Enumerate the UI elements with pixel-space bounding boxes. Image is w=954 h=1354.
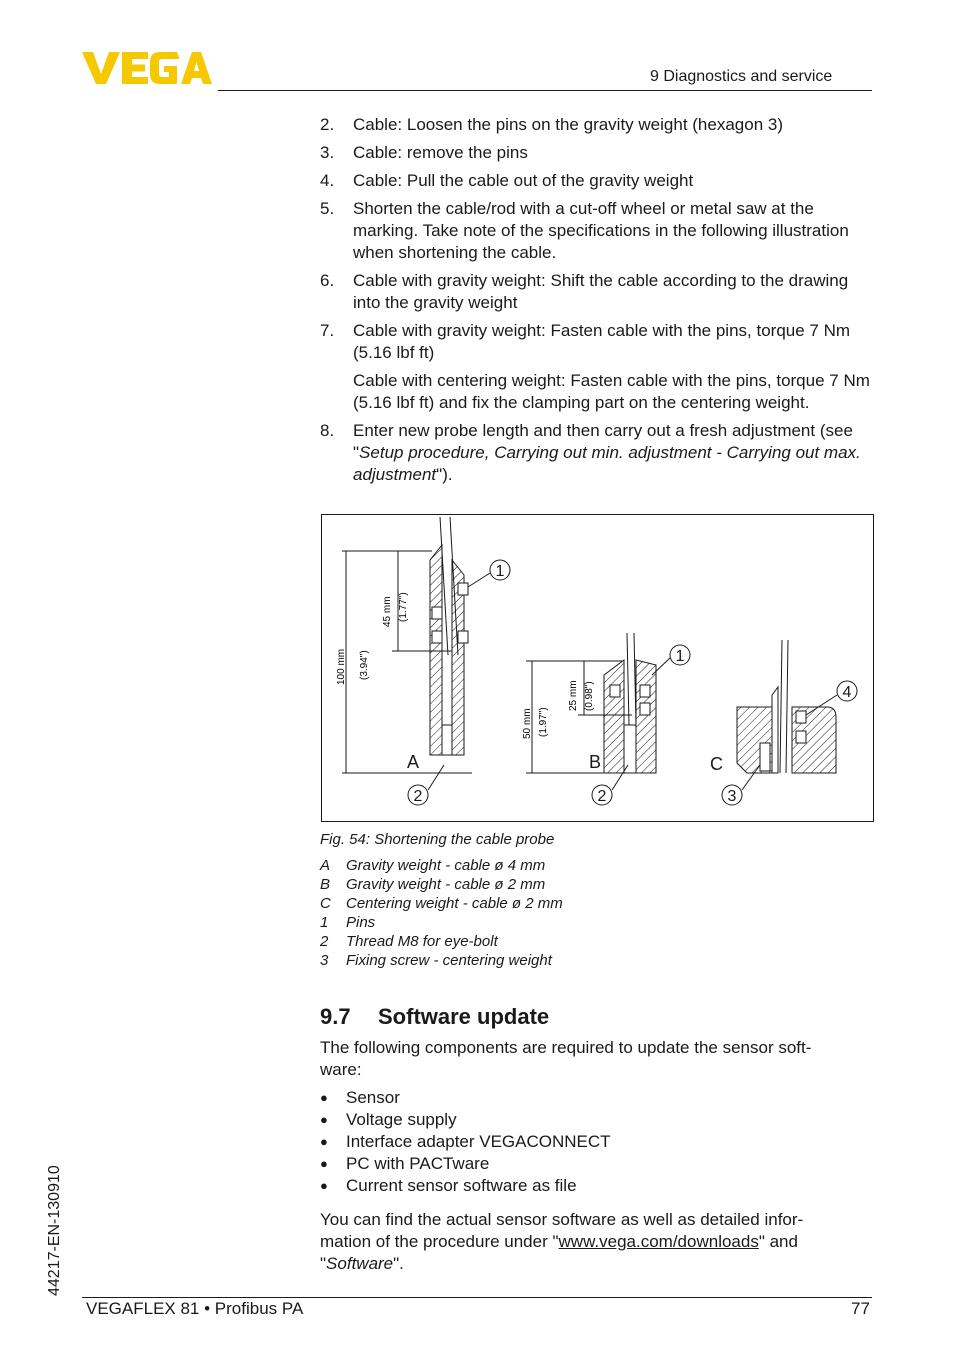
section-intro: The following components are required to update the sensor soft-ware:	[320, 1038, 812, 1079]
callout-1-a: 1	[495, 563, 505, 580]
step-text-post: ").	[436, 465, 453, 484]
legend-text: Gravity weight - cable ø 4 mm	[346, 857, 546, 874]
list-item	[320, 1087, 611, 1109]
outro-text: You can find the actual sensor software as well as detailed infor-mation of the procedure under "	[320, 1210, 804, 1251]
footer-rule	[82, 1297, 872, 1298]
step-number: 8.	[320, 421, 335, 440]
bullet-icon: ●	[320, 1156, 328, 1171]
callout-1-b: 1	[675, 648, 685, 665]
legend-item	[320, 951, 563, 970]
figure-frame	[321, 514, 874, 822]
legend-key: 2	[320, 933, 329, 950]
dim-50mm-inch: (1.97")	[538, 707, 549, 737]
list-item	[320, 1109, 611, 1131]
legend-key: C	[320, 895, 331, 912]
step-number: 7.	[320, 321, 335, 340]
downloads-link[interactable]: www.vega.com/downloads	[558, 1232, 759, 1251]
step-number: 5.	[320, 199, 335, 218]
legend-key: 3	[320, 952, 329, 969]
footer-product: VEGAFLEX 81 • Profibus PA	[86, 1299, 304, 1318]
list-item-text: Current sensor software as file	[346, 1176, 577, 1195]
step-number: 2.	[320, 115, 335, 134]
dim-25mm-label: 25 mm	[568, 680, 579, 711]
legend-text: Fixing screw - centering weight	[346, 952, 552, 969]
step-text-reference: Setup procedure, Carrying out min. adjustment - Carrying out max. adjustment	[353, 443, 861, 484]
step-5	[320, 198, 876, 264]
legend-item	[320, 913, 563, 932]
step-4	[320, 170, 876, 192]
step-number: 6.	[320, 271, 335, 290]
page-number: 77	[851, 1299, 870, 1318]
callout-2-a: 2	[413, 788, 423, 805]
requirements-list	[320, 1087, 611, 1197]
bullet-icon: ●	[320, 1112, 328, 1127]
dim-25mm	[568, 680, 595, 711]
dim-100mm-inch: (3.94")	[359, 650, 370, 680]
step-text: Cable: remove the pins	[353, 143, 528, 162]
step-text: Cable: Loosen the pins on the gravity weight (hexagon 3)	[353, 115, 783, 134]
step-2	[320, 114, 876, 136]
step-text: Shorten the cable/rod with a cut-off wheel or metal saw at the marking. Take note of the specifications in the following illustration when shortening the cable.	[353, 199, 849, 262]
step-text: Cable with gravity weight: Fasten cable with the pins, torque 7 Nm (5.16 lbf ft)	[353, 321, 851, 362]
legend-item	[320, 894, 563, 913]
legend-key: B	[320, 876, 331, 893]
legend-item	[320, 875, 563, 894]
step-body	[353, 320, 876, 414]
step-extra-text: Cable with centering weight: Fasten cable with the pins, torque 7 Nm (5.16 lbf ft) and fix the clamping part on the centering weight.	[353, 371, 870, 412]
dim-25mm-inch: (0.98")	[584, 681, 595, 711]
figure-legend	[320, 856, 563, 970]
dim-45mm-label: 45 mm	[382, 596, 393, 627]
running-header: 9 Diagnostics and service	[650, 68, 833, 85]
legend-text: Thread M8 for eye-bolt	[346, 933, 498, 950]
part-label-b: B	[589, 752, 602, 772]
outro-text: " and "	[320, 1232, 798, 1273]
step-text: Cable: Pull the cable out of the gravity weight	[353, 171, 694, 190]
list-item-text: PC with PACTware	[346, 1154, 490, 1173]
legend-item	[320, 856, 563, 875]
dim-50mm-label: 50 mm	[522, 708, 533, 739]
cable-shortening-drawing	[322, 515, 873, 821]
step-text	[353, 420, 876, 486]
legend-key: 1	[320, 914, 329, 931]
list-item-text: Sensor	[346, 1088, 400, 1107]
bullet-icon: ●	[320, 1178, 328, 1193]
list-item-text: Interface adapter VEGACONNECT	[346, 1132, 611, 1151]
legend-item	[320, 932, 563, 951]
vega-logo	[82, 52, 212, 84]
dim-45mm-inch: (1.77")	[398, 592, 409, 622]
step-number: 3.	[320, 143, 335, 162]
list-item	[320, 1175, 611, 1197]
part-label-c: C	[710, 754, 723, 774]
step-text-pre: Enter new probe length and then carry out a fresh adjustment (see "	[353, 421, 853, 462]
step-3	[320, 142, 876, 164]
list-item	[320, 1131, 611, 1153]
section-number: 9.7	[320, 1004, 351, 1029]
dim-100mm-label: 100 mm	[336, 648, 347, 685]
header-rule	[218, 90, 872, 91]
weight-c-drawing	[737, 640, 836, 773]
dim-100mm	[336, 649, 370, 685]
section-title: Software update	[378, 1004, 550, 1029]
procedure-steps	[320, 114, 876, 492]
list-item-text: Voltage supply	[346, 1110, 457, 1129]
weight-a-drawing	[342, 517, 472, 773]
vega-logo-mark	[82, 52, 212, 84]
dim-45mm	[382, 592, 409, 627]
callout-4: 4	[842, 684, 852, 701]
bullet-icon: ●	[320, 1090, 328, 1105]
legend-text: Gravity weight - cable ø 2 mm	[346, 876, 546, 893]
legend-text: Pins	[346, 914, 376, 931]
step-8	[320, 420, 876, 486]
step-text: Cable with gravity weight: Shift the cable according to the drawing into the gravity weight	[353, 271, 849, 312]
dim-50mm	[522, 707, 549, 739]
step-7	[320, 320, 876, 414]
section-outro	[320, 1209, 850, 1275]
step-6	[320, 270, 876, 314]
list-item	[320, 1153, 611, 1175]
figure-caption: Fig. 54: Shortening the cable probe	[320, 831, 555, 848]
outro-text: ".	[393, 1254, 404, 1273]
step-number: 4.	[320, 171, 335, 190]
callout-3: 3	[727, 788, 737, 805]
legend-text: Centering weight - cable ø 2 mm	[346, 895, 563, 912]
callout-2-b: 2	[597, 788, 607, 805]
legend-key: A	[320, 857, 331, 874]
section-heading	[320, 1004, 549, 1030]
document-id: 44217-EN-130910	[46, 1165, 63, 1296]
part-label-a: A	[407, 752, 420, 772]
outro-emphasis: Software	[326, 1254, 394, 1273]
bullet-icon: ●	[320, 1134, 328, 1149]
